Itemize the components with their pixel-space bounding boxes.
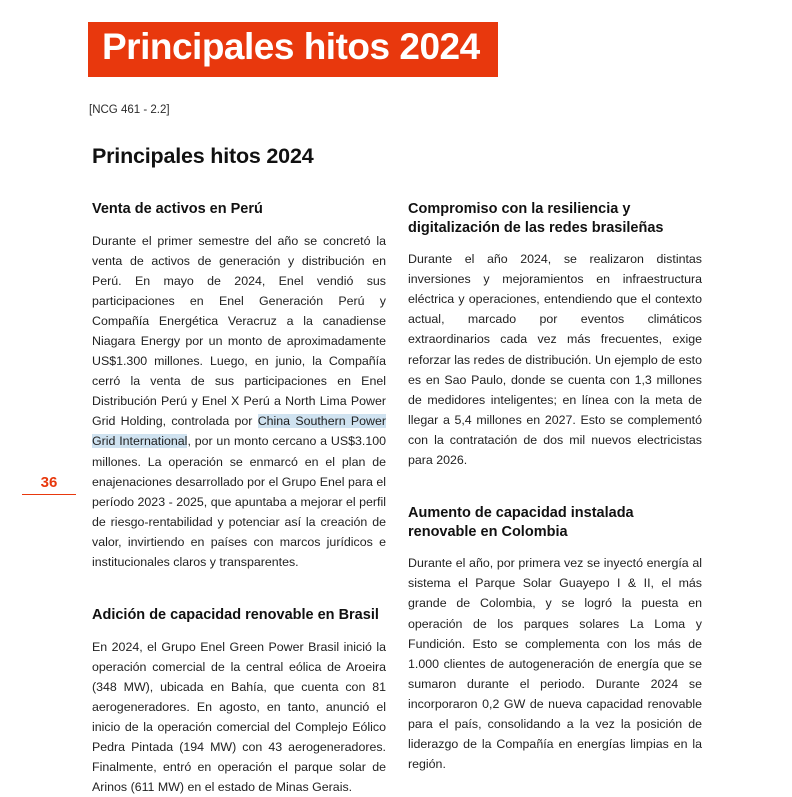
left-column (92, 200, 386, 797)
paragraph-peru-pre: Durante el primer semestre del año se concretó la venta de activos de generación y distribución en Perú. En mayo de 2024, Enel vendió sus participaciones en Enel Generación Perú y Compañía Energética Veracruz a la canadiense Niagara Energy por un monto de aproximadamente US$1.300 millones. Luego, en junio, la Compañía cerró la venta de sus participaciones en Enel Distribución Perú y Enel X Perú a North Lima Power Grid Holding, controlada por (92, 233, 386, 429)
page-banner (88, 22, 498, 77)
page-number-marker (22, 474, 76, 495)
subsection-heading-redes-brasilenas: Compromiso con la resiliencia y digitalización de las redes brasileñas (408, 201, 664, 236)
page-number: 36 (40, 474, 58, 491)
paragraph-brasil: En 2024, el Grupo Enel Green Power Brasil inició la operación comercial de la central eólica de Aroeira (348 MW), ubicada en Bahía, que cuenta con 81 aerogeneradores. En agosto, en tanto, anunció el inicio de la operación comercial del Complejo Eólico Pedra Pintada (194 MW) con 43 aerogeneradores. Finalmente, entró en operación el parque solar de Arinos (611 MW) en el estado de Minas Gerais. (92, 639, 386, 795)
paragraph-peru-post: , por un monto cercano a US$3.100 millones. La operación se enmarcó en el plan de enajenaciones desarrollado por el Grupo Enel para el período 2023 - 2025, que apuntaba a mejorar el perfil de riesgo-rentabilidad y potenciar así la creación de valor, invirtiendo en países con marcos jurídicos e institucionales claros y transparentes. (92, 434, 386, 570)
paragraph-peru (92, 231, 386, 573)
ncg-reference-label: [NCG 461 - 2.2] (89, 104, 170, 116)
highlighted-entity: China Southern Power Grid International (92, 414, 386, 449)
section-heading: Principales hitos 2024 (92, 144, 314, 168)
subsection-heading-brasil: Adición de capacidad renovable en Brasil (92, 607, 379, 624)
right-column (408, 200, 702, 774)
page-marker-rule (22, 494, 76, 495)
subsection-heading-peru: Venta de activos en Perú (92, 201, 263, 217)
paragraph-redes-brasilenas: Durante el año 2024, se realizaron distintas inversiones y mejoramientos en infraestructura eléctrica y operaciones, entendiendo que el contexto actual, marcado por eventos climáticos extraordinarios cada vez más frecuentes, exige reforzar las redes de distribución. Un ejemplo de esto es en Sao Paulo, donde se cuenta con 1,3 millones de medidores inteligentes; en línea con la meta de llegar a 5,4 millones en 2027. Esto se complementó con la contratación de dos mil nuevos electricistas para 2026. (408, 252, 702, 468)
banner-title: Principales hitos 2024 (102, 26, 480, 67)
paragraph-colombia: Durante el año, por primera vez se inyectó energía al sistema el Parque Solar Guayepo I & II, el más grande de Colombia, y se logró la puesta en operación de los parques solares La Loma y Fundición. Esto se complementa con los más de 1.000 clientes de autogeneración de energía que se sumaron durante el periodo. Durante 2024 se incorporaron 0,2 GW de nueva capacidad renovable para el país, consolidando a la vez la posición de liderazgo de la Compañía en energías limpias en la región. (408, 556, 702, 772)
subsection-heading-colombia: Aumento de capacidad instalada renovable en Colombia (408, 505, 634, 540)
